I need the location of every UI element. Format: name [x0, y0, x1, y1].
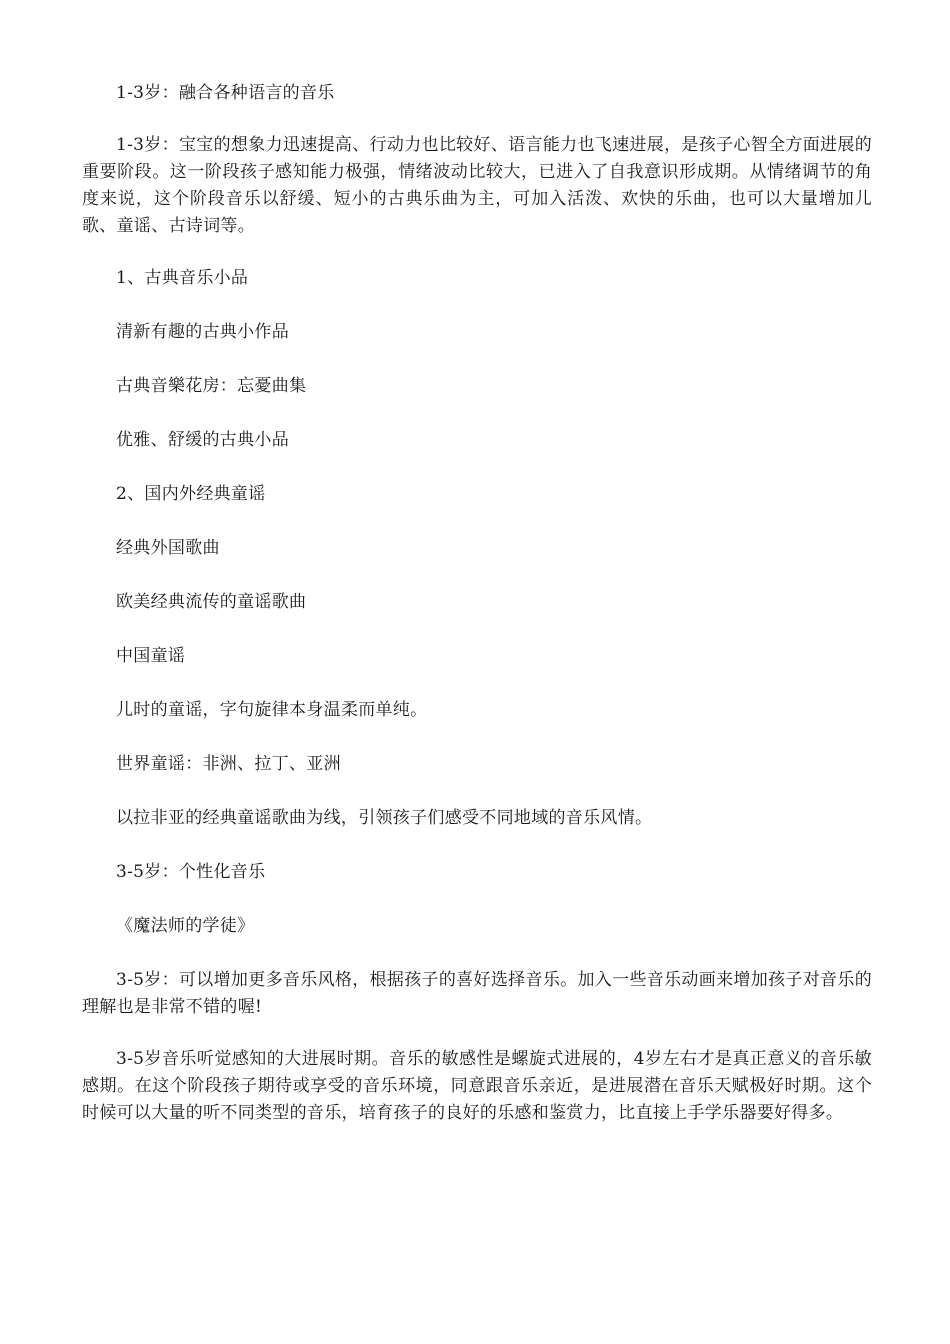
list-heading-classical: 1、古典音乐小品 [116, 268, 249, 288]
section-heading-1-3: 1-3岁：融合各种语言的音乐 [116, 83, 335, 103]
list-item: 清新有趣的古典小作品 [116, 322, 289, 342]
paragraph-3-5-description: 3-5岁：可以增加更多音乐风格，根据孩子的喜好选择音乐。加入一些音乐动画来增加孩子对音乐的理解也是非常不错的喔! [82, 970, 872, 1017]
list-item: 经典外国歌曲 [116, 538, 220, 558]
list-item: 世界童谣：非洲、拉丁、亚洲 [116, 754, 341, 774]
list-item: 儿时的童谣，字句旋律本身温柔而单纯。 [116, 700, 428, 720]
list-item: 以拉非亚的经典童谣歌曲为线，引领孩子们感受不同地域的音乐风情。 [116, 808, 653, 828]
list-item: 古典音樂花房：忘憂曲集 [116, 376, 307, 396]
paragraph-3-5-hearing: 3-5岁音乐听觉感知的大进展时期。音乐的敏感性是螺旋式进展的，4岁左右才是真正意义的音乐敏感期。在这个阶段孩子期待或享受的音乐环境，同意跟音乐亲近，是进展潜在音乐天赋极好时期。这个时候可以大量的听不同类型的音乐，培育孩子的良好的乐感和鉴赏力，比直接上手学乐器要好得多。 [82, 1049, 872, 1123]
list-heading-nursery-rhymes: 2、国内外经典童谣 [116, 484, 266, 504]
list-item: 欧美经典流传的童谣歌曲 [116, 592, 307, 612]
document-page [82, 80, 872, 1127]
list-item: 优雅、舒缓的古典小品 [116, 430, 289, 450]
work-title: 《魔法师的学徒》 [116, 916, 255, 936]
list-item: 中国童谣 [116, 646, 186, 666]
section-heading-3-5: 3-5岁：个性化音乐 [116, 862, 266, 882]
paragraph-1-3-description: 1-3岁：宝宝的想象力迅速提高、行动力也比较好、语言能力也飞速进展，是孩子心智全方面进展的重要阶段。这一阶段孩子感知能力极强，情绪波动比较大，已进入了自我意识形成期。从情绪调节的角度来说，这个阶段音乐以舒缓、短小的古典乐曲为主，可加入活泼、欢快的乐曲，也可以大量增加儿歌、童谣、古诗词等。 [82, 135, 872, 236]
